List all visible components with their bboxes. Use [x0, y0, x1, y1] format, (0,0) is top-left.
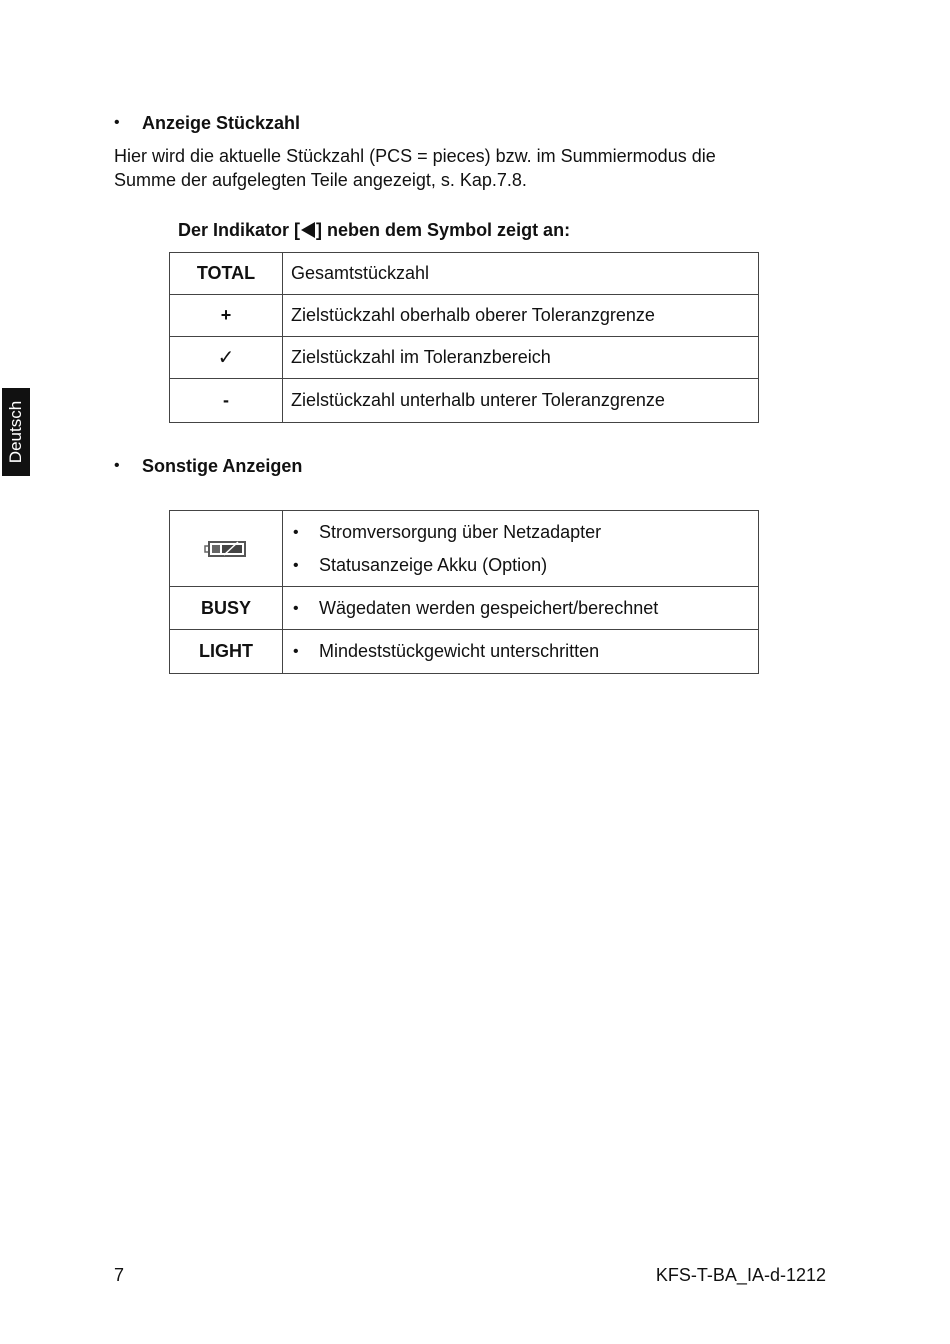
paragraph-line: Summe der aufgelegten Teile angezeigt, s. Kap.7.8.	[114, 170, 527, 190]
bullet-icon: •	[114, 114, 120, 131]
indicator-triangle-icon	[301, 222, 315, 238]
table-row	[170, 253, 759, 295]
description-cell	[283, 630, 759, 674]
section-paragraph	[114, 144, 834, 192]
symbol-cell: TOTAL	[170, 253, 283, 295]
section-heading-sonstige: Sonstige Anzeigen	[142, 456, 303, 476]
battery-item-list	[283, 516, 758, 582]
description-cell	[283, 511, 759, 587]
list-item: • Wägedaten werden gespeichert/berechnet	[291, 592, 758, 625]
table-row	[170, 337, 759, 379]
indicator-table	[169, 252, 759, 423]
list-item: • Statusanzeige Akku (Option)	[291, 549, 758, 582]
description-cell: Zielstückzahl im Toleranzbereich	[283, 337, 759, 379]
symbol-cell: +	[170, 295, 283, 337]
other-indicators-table	[169, 510, 759, 674]
checkmark-icon: ✓	[170, 337, 283, 379]
table-row	[170, 295, 759, 337]
paragraph-line: Hier wird die aktuelle Stückzahl (PCS = pieces) bzw. im Summiermodus die	[114, 146, 716, 166]
description-cell: Zielstückzahl unterhalb unterer Toleranzgrenze	[283, 379, 759, 423]
item-list	[283, 592, 758, 625]
caption-text-after: ] neben dem Symbol zeigt an:	[316, 220, 571, 240]
language-tab	[2, 388, 30, 476]
description-cell	[283, 587, 759, 630]
section-heading-stueckzahl: Anzeige Stückzahl	[142, 113, 301, 133]
battery-icon	[204, 539, 248, 559]
list-item: • Stromversorgung über Netzadapter	[291, 516, 758, 549]
table-caption	[178, 220, 570, 241]
description-cell: Gesamtstückzahl	[283, 253, 759, 295]
symbol-cell: -	[170, 379, 283, 423]
symbol-cell: BUSY	[170, 587, 283, 630]
page-number: 7	[114, 1265, 125, 1285]
caption-text-before: Der Indikator [	[178, 220, 301, 240]
item-list	[283, 635, 758, 668]
list-item: • Mindeststückgewicht unterschritten	[291, 635, 758, 668]
description-cell: Zielstückzahl oberhalb oberer Toleranzgrenze	[283, 295, 759, 337]
language-tab-label: Deutsch	[6, 400, 25, 464]
table-row	[170, 511, 759, 587]
table-row	[170, 379, 759, 423]
bullet-icon: •	[114, 457, 120, 474]
table-row	[170, 630, 759, 674]
table-row	[170, 587, 759, 630]
battery-cell	[170, 511, 283, 587]
symbol-cell: LIGHT	[170, 630, 283, 674]
document-code: KFS-T-BA_IA-d-1212	[655, 1265, 826, 1285]
